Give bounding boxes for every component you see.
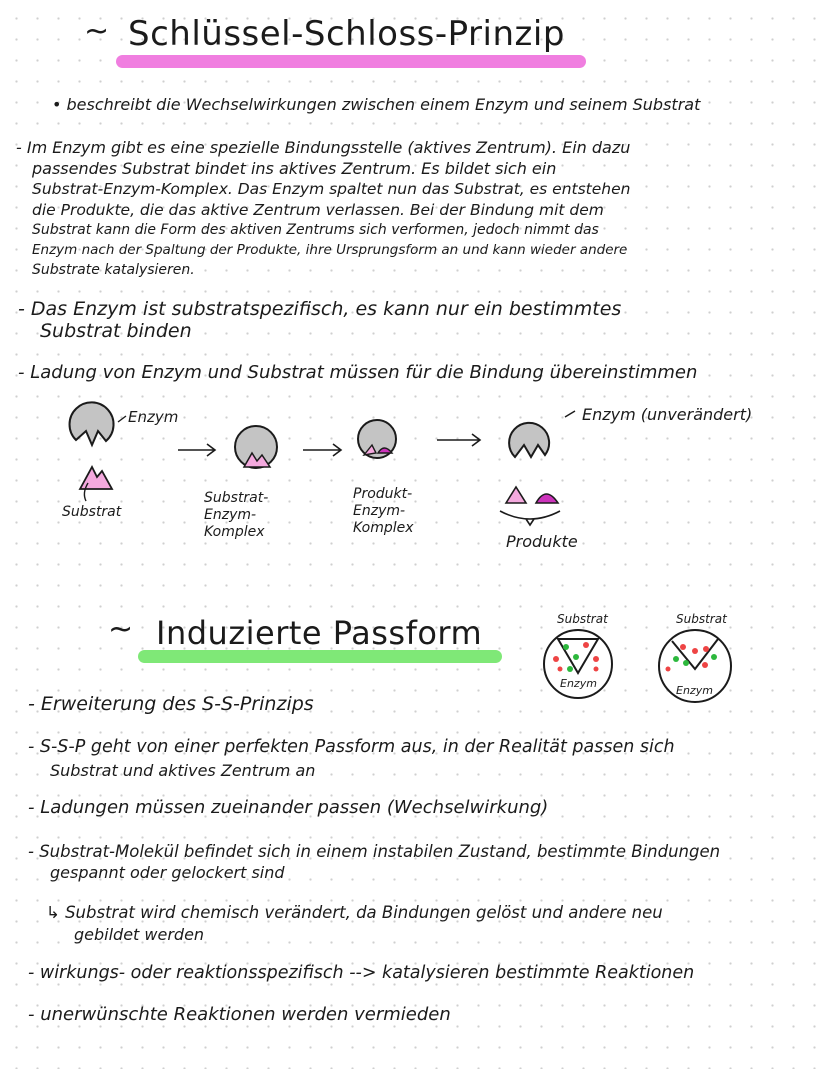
charge-line: - Ladung von Enzym und Substrat müssen für die Bindung übereinstimmen [18, 362, 698, 383]
mini-enzyme-label-2: Enzym [676, 684, 713, 697]
paragraph-line-1: - Im Enzym gibt es eine spezielle Bindungsstelle (aktives Zentrum). Ein dazu [16, 138, 631, 157]
products-label: Produkte [506, 532, 578, 551]
paragraph-line-6: Enzym nach der Spaltung der Produkte, ihre Ursprungsform an und kann wieder andere [32, 242, 628, 258]
item-charges: - Ladungen müssen zueinander passen (Wechselwirkung) [28, 797, 549, 818]
mini-enzyme-label-1: Enzym [560, 677, 597, 690]
item-chemical-change: ↳ Substrat wird chemisch verändert, da Bindungen gelöst und andere neu [46, 903, 663, 922]
paragraph-line-5: Substrat kann die Form des aktiven Zentrums sich verformen, jedoch nimmt das [32, 222, 599, 238]
arrow-2 [303, 444, 341, 456]
specificity-line-2: Substrat binden [40, 320, 192, 342]
specificity-line-1: - Das Enzym ist substratspezifisch, es kann nur ein bestimmtes [18, 298, 622, 320]
item-chemical-change-cont: gebildet werden [74, 925, 205, 944]
item-unwanted: - unerwünschte Reaktionen werden vermieden [28, 1004, 451, 1025]
enzyme-unchanged-label: Enzym (unverändert) [582, 405, 753, 424]
complex2-label-line-1: Produkt- [353, 486, 413, 502]
title-tilde: ~ [84, 14, 110, 49]
complex1-label-line-3: Komplex [204, 524, 265, 540]
product-round [536, 494, 558, 503]
section2-title: Induzierte Passform [156, 614, 483, 652]
complex2-label [353, 486, 433, 537]
title-highlight [116, 55, 586, 68]
substrate-label: Substrat [62, 504, 122, 520]
item-perfect-fit-cont: Substrat und aktives Zentrum an [50, 761, 316, 780]
bullet-definition: • beschreibt die Wechselwirkungen zwischen einem Enzym und seinem Substrat [52, 95, 701, 114]
page-title: Schlüssel-Schloss-Prinzip [128, 14, 565, 54]
paragraph-line-4: die Produkte, die das aktive Zentrum verlassen. Bei der Bindung mit dem [32, 201, 604, 219]
complex1-label-line-1: Substrat- [204, 490, 269, 506]
complex2-label-line-2: Enzym- [353, 503, 406, 519]
enzyme-label: Enzym [128, 408, 179, 426]
mini-substrate-label-2: Substrat [676, 612, 727, 626]
item-specific: - wirkungs- oder reaktionsspezifisch --> katalysieren bestimmte Reaktionen [28, 963, 695, 983]
section2-tilde: ~ [108, 612, 134, 647]
item-extension: - Erweiterung des S-S-Prinzips [28, 693, 314, 715]
enzyme-label-pointer [565, 411, 575, 417]
product-triangle [506, 487, 526, 503]
item-unstable: - Substrat-Molekül befindet sich in einem instabilen Zustand, bestimmte Bindungen [28, 842, 721, 861]
complex2-label-line-3: Komplex [353, 520, 414, 536]
arrow-3 [437, 434, 480, 446]
substrate-1-shape [80, 467, 112, 489]
products-brace [500, 511, 560, 525]
enzyme-4-shape [509, 423, 549, 457]
item-unstable-cont: gespannt oder gelockert sind [50, 863, 285, 882]
paragraph-line-7: Substrate katalysieren. [32, 262, 195, 278]
arrow-1 [178, 444, 215, 456]
paragraph-line-3: Substrat-Enzym-Komplex. Das Enzym spaltet nun das Substrat, es entstehen [32, 180, 631, 198]
item-perfect-fit: - S-S-P geht von einer perfekten Passform aus, in der Realität passen sich [28, 737, 675, 757]
complex1-label [204, 490, 284, 541]
enzyme-label-pointer-1 [118, 416, 126, 422]
complex1-label-line-2: Enzym- [204, 507, 257, 523]
paragraph-line-2: passendes Substrat bindet ins aktives Zentrum. Es bildet sich ein [32, 159, 557, 178]
enzyme-1-shape [70, 402, 114, 445]
mini-substrate-label-1: Substrat [557, 612, 608, 626]
